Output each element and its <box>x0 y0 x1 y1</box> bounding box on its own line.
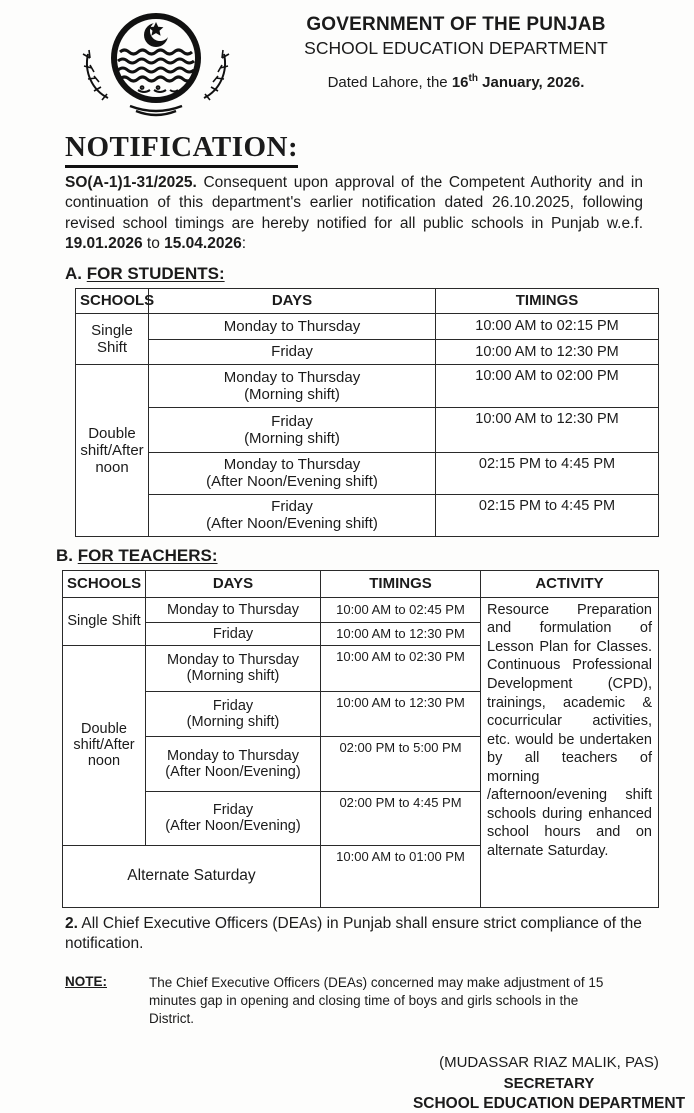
timing-cell: 10:00 AM to 02:15 PM <box>436 313 659 339</box>
table-row <box>76 494 659 536</box>
document-header <box>62 8 660 127</box>
signatory-title: SECRETARY <box>503 1074 595 1092</box>
days-line2: (After Noon/Evening) <box>165 763 301 780</box>
school-type-cell: Single Shift <box>63 597 146 645</box>
body-text-1: Consequent upon approval of the Competent Authority and in continuation of this department's earlier notification dated 26.10.2025, following revised school timings are hereby notified for all public schools in Punjab w.e.f. <box>65 174 643 232</box>
teachers-timings-table <box>62 570 659 908</box>
days-cell: Monday to Thursday <box>146 597 321 622</box>
table-header-row <box>76 288 659 313</box>
timing-cell: 10:00 AM to 02:00 PM <box>436 364 659 407</box>
days-line1: Monday to Thursday <box>223 368 361 386</box>
timing-cell: 10:00 AM to 02:30 PM <box>321 645 481 691</box>
days-line1: Monday to Thursday <box>167 747 299 764</box>
days-line1: Friday <box>271 412 313 430</box>
signatory-name: (MUDASSAR RIAZ MALIK, PAS) <box>439 1053 659 1071</box>
days-cell <box>149 407 436 452</box>
dateline <box>252 73 660 91</box>
punjab-government-logo <box>62 8 252 127</box>
org-name-line1: GOVERNMENT OF THE PUNJAB <box>306 14 606 35</box>
note-text: The Chief Executive Officers (DEAs) concerned may make adjustment of 15 minutes gap in opening and closing time of boys and girls schools in the District. <box>149 975 604 1026</box>
teachers-section-label: FOR TEACHERS: <box>77 545 218 565</box>
org-name-line2: SCHOOL EDUCATION DEPARTMENT <box>304 38 608 58</box>
days-cell <box>149 452 436 494</box>
wreath-left-icon <box>83 50 108 100</box>
school-type-cell: Double shift/After noon <box>76 364 149 536</box>
days-cell: Monday to Thursday <box>149 313 436 339</box>
dateline-rest: January, 2026. <box>477 74 585 91</box>
compliance-paragraph <box>65 914 655 954</box>
compliance-text: All Chief Executive Officers (DEAs) in Punjab shall ensure strict compliance of the notification. <box>65 914 642 952</box>
notification-body <box>65 173 643 255</box>
river-waves-icon <box>118 50 194 81</box>
punjab-crest-icon <box>70 10 242 122</box>
wreath-base-icon <box>130 106 182 115</box>
table-row <box>76 452 659 494</box>
school-type-cell: Single Shift <box>76 313 149 364</box>
wreath-right-icon <box>204 50 229 100</box>
timing-cell: 10:00 AM to 12:30 PM <box>321 622 481 645</box>
students-timings-table <box>75 288 659 537</box>
alternate-saturday-cell: Alternate Saturday <box>63 845 321 907</box>
days-cell <box>146 645 321 691</box>
days-cell <box>149 364 436 407</box>
days-cell: Friday <box>149 339 436 364</box>
timing-cell: 02:15 PM to 4:45 PM <box>436 494 659 536</box>
timing-cell: 10:00 AM to 02:45 PM <box>321 597 481 622</box>
column-header-schools: SCHOOLS <box>63 570 146 597</box>
column-header-activity: ACTIVITY <box>481 570 659 597</box>
table-row <box>76 313 659 339</box>
days-cell <box>149 494 436 536</box>
timing-cell: 02:00 PM to 5:00 PM <box>321 736 481 791</box>
days-line2: (After Noon/Evening) <box>165 818 301 835</box>
column-header-timings: TIMINGS <box>321 570 481 597</box>
motto-script-icon <box>138 86 178 92</box>
timing-cell: 02:00 PM to 4:45 PM <box>321 791 481 845</box>
reference-number: SO(A-1)1-31/2025. <box>65 174 197 191</box>
dateline-day: 16 <box>451 74 469 91</box>
table-row <box>76 407 659 452</box>
section-letter-a: A. <box>65 263 87 283</box>
days-line2: (Morning shift) <box>244 385 340 403</box>
timing-cell: 02:15 PM to 4:45 PM <box>436 452 659 494</box>
header-text-block <box>252 8 660 91</box>
section-letter-b: B. <box>56 545 78 565</box>
activity-cell: Resource Preparation and formulation of Lesson Plan for Classes. Continuous Professional Development (CPD), trainings, academic & cocurricular activities, etc. would be undertaken by all teachers of morning /afternoon/evening shift schools during enhanced school hours and on alternate Saturday. <box>481 597 659 907</box>
table-row <box>63 597 659 622</box>
column-header-timings: TIMINGS <box>436 288 659 313</box>
days-line1: Friday <box>271 498 313 516</box>
students-section-label: FOR STUDENTS: <box>86 263 225 283</box>
timing-cell: 10:00 AM to 12:30 PM <box>436 407 659 452</box>
days-line2: (Morning shift) <box>186 668 280 685</box>
table-row <box>76 339 659 364</box>
compliance-number: 2. <box>65 914 78 932</box>
dateline-prefix: Dated Lahore, the <box>327 74 452 91</box>
days-line2: (Morning shift) <box>244 429 340 447</box>
timing-cell: 10:00 AM to 12:30 PM <box>321 691 481 736</box>
note-label: NOTE: <box>65 974 107 990</box>
days-line2: (After Noon/Evening shift) <box>206 515 378 533</box>
dateline-ordinal: th <box>468 73 478 84</box>
students-section-heading <box>65 264 660 284</box>
days-cell <box>146 691 321 736</box>
days-line2: (Morning shift) <box>186 713 280 730</box>
notification-heading: NOTIFICATION: <box>65 131 298 168</box>
school-type-cell: Double shift/After noon <box>63 645 146 845</box>
table-header-row <box>63 570 659 597</box>
days-line1: Monday to Thursday <box>223 456 361 474</box>
signatory-department: SCHOOL EDUCATION DEPARTMENT <box>412 1094 686 1112</box>
effective-date-to: 15.04.2026 <box>164 235 242 253</box>
days-line1: Friday <box>212 697 254 714</box>
teachers-section-heading <box>56 546 660 566</box>
days-line1: Monday to Thursday <box>167 652 299 669</box>
column-header-days: DAYS <box>146 570 321 597</box>
body-text-2: to <box>142 235 165 253</box>
days-cell <box>146 736 321 791</box>
days-cell <box>146 791 321 845</box>
timing-cell: 10:00 AM to 01:00 PM <box>321 845 481 907</box>
column-header-schools: SCHOOLS <box>76 288 149 313</box>
effective-date-from: 19.01.2026 <box>65 235 143 253</box>
body-text-3: : <box>241 235 247 253</box>
column-header-days: DAYS <box>149 288 436 313</box>
timing-cell: 10:00 AM to 12:30 PM <box>436 339 659 364</box>
days-line2: (After Noon/Evening shift) <box>206 473 378 491</box>
days-cell: Friday <box>146 622 321 645</box>
days-line1: Friday <box>212 802 254 819</box>
signature-block <box>384 1054 694 1113</box>
note-block <box>65 974 660 1027</box>
table-row <box>76 364 659 407</box>
